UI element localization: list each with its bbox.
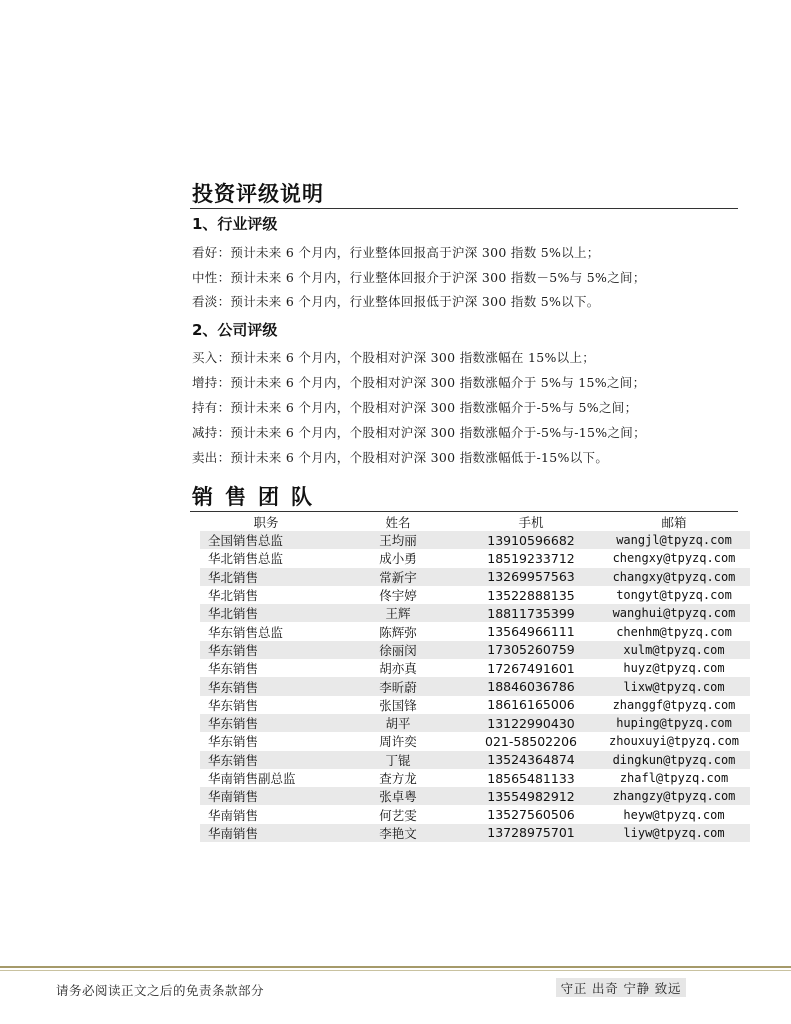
table-row [200, 824, 750, 842]
cell-phone: 13527560506 [487, 807, 575, 823]
cell-phone: 13564966111 [487, 624, 575, 640]
cell-name: 徐丽闵 [379, 642, 417, 658]
table-row [200, 769, 750, 787]
table-row [200, 677, 750, 695]
cell-email: heyw@tpyzq.com [623, 807, 725, 822]
table-row [200, 604, 750, 622]
header-position: 职务 [253, 515, 279, 530]
cell-phone: 18519233712 [487, 550, 575, 566]
cell-phone: 18846036786 [487, 679, 575, 695]
cell-name: 王均丽 [379, 533, 417, 549]
footer-disclaimer: 请务必阅读正文之后的免责条款部分 [56, 983, 265, 998]
industry-rating-line: 中性：预计未来 6 个月内，行业整体回报介于沪深 300 指数－5%与 5%之间； [192, 270, 646, 285]
cell-position: 华东销售 [208, 697, 259, 713]
sales-team-table [200, 513, 750, 842]
table-row [200, 641, 750, 659]
table-row [200, 732, 750, 750]
cell-name: 张国锋 [379, 697, 417, 713]
cell-name: 陈辉弥 [379, 624, 417, 640]
cell-email: dingkun@tpyzq.com [612, 752, 736, 767]
cell-position: 华东销售 [208, 734, 259, 750]
cell-position: 华南销售 [208, 825, 259, 841]
company-rating-heading: 2、公司评级 [192, 321, 278, 339]
table-body [200, 531, 750, 842]
cell-email: wanghui@tpyzq.com [612, 606, 736, 621]
cell-position: 华北销售总监 [208, 551, 284, 567]
table-row [200, 622, 750, 640]
table-row [200, 696, 750, 714]
cell-name: 何艺雯 [379, 807, 417, 823]
cell-email: xulm@tpyzq.com [623, 642, 725, 657]
cell-email: zhafl@tpyzq.com [619, 771, 729, 785]
cell-email: tongyt@tpyzq.com [616, 588, 732, 603]
cell-name: 王辉 [385, 606, 411, 622]
cell-name: 李昕蔚 [379, 679, 417, 695]
company-rating-line: 增持：预计未来 6 个月内，个股相对沪深 300 指数涨幅介于 5%与 15%之间； [192, 375, 646, 390]
cell-phone: 13269957563 [487, 569, 575, 585]
table-row [200, 787, 750, 805]
rating-section-title: 投资评级说明 [192, 182, 324, 206]
cell-name: 成小勇 [379, 551, 417, 567]
company-rating-line: 减持：预计未来 6 个月内，个股相对沪深 300 指数涨幅介于-5%与-15%之间； [192, 425, 646, 440]
table-header [200, 513, 750, 531]
cell-email: zhanggf@tpyzq.com [612, 697, 736, 712]
cell-position: 华北销售 [208, 606, 259, 622]
footer-rule-thin [0, 970, 791, 971]
cell-email: huping@tpyzq.com [616, 716, 732, 731]
title-divider [190, 208, 738, 209]
footer-motto: 守正 出奇 宁静 致远 [556, 978, 686, 997]
cell-phone: 021-58502206 [485, 733, 577, 749]
cell-position: 华东销售 [208, 661, 259, 677]
table-row [200, 586, 750, 604]
company-rating-line: 买入：预计未来 6 个月内，个股相对沪深 300 指数涨幅在 15%以上； [192, 350, 596, 365]
cell-phone: 13524364874 [487, 752, 575, 768]
cell-phone: 18811735399 [487, 605, 575, 621]
cell-phone: 13910596682 [487, 532, 575, 548]
table-row [200, 568, 750, 586]
cell-email: wangjl@tpyzq.com [616, 533, 732, 548]
cell-name: 周许奕 [379, 734, 417, 750]
cell-name: 胡平 [385, 716, 411, 732]
cell-name: 丁锟 [385, 752, 411, 768]
company-rating-line: 持有：预计未来 6 个月内，个股相对沪深 300 指数涨幅介于-5%与 5%之间； [192, 400, 638, 415]
cell-position: 华东销售 [208, 752, 259, 768]
footer-rule [0, 966, 791, 968]
cell-email: zhangzy@tpyzq.com [612, 789, 736, 804]
cell-phone: 18565481133 [487, 770, 575, 786]
cell-phone: 18616165006 [487, 697, 575, 713]
cell-name: 张卓粤 [379, 789, 417, 805]
cell-position: 华南销售副总监 [208, 771, 296, 786]
table-row [200, 714, 750, 732]
cell-phone: 13522888135 [487, 587, 575, 603]
sales-divider [190, 511, 738, 512]
cell-email: lixw@tpyzq.com [623, 679, 725, 694]
cell-position: 华东销售总监 [208, 624, 284, 640]
cell-name: 李艳文 [379, 825, 417, 841]
cell-position: 华南销售 [208, 789, 259, 805]
cell-email: zhouxuyi@tpyzq.com [608, 734, 740, 749]
cell-phone: 17267491601 [487, 660, 575, 676]
cell-phone: 13122990430 [487, 715, 575, 731]
industry-rating-line: 看好：预计未来 6 个月内，行业整体回报高于沪深 300 指数 5%以上； [192, 245, 600, 260]
cell-email: chenhm@tpyzq.com [616, 624, 732, 639]
cell-email: chengxy@tpyzq.com [612, 551, 736, 566]
cell-email: liyw@tpyzq.com [623, 825, 725, 840]
header-phone: 手机 [518, 515, 544, 530]
header-name: 姓名 [385, 515, 411, 530]
cell-position: 华东销售 [208, 716, 259, 732]
cell-position: 全国销售总监 [208, 533, 284, 549]
sales-team-title: 销售团队 [192, 485, 324, 509]
cell-email: changxy@tpyzq.com [612, 569, 736, 584]
industry-rating-line: 看淡：预计未来 6 个月内，行业整体回报低于沪深 300 指数 5%以下。 [192, 294, 600, 309]
table-row [200, 549, 750, 567]
cell-name: 胡亦真 [379, 661, 417, 677]
cell-position: 华北销售 [208, 588, 259, 604]
cell-position: 华北销售 [208, 569, 259, 585]
company-rating-line: 卖出：预计未来 6 个月内，个股相对沪深 300 指数涨幅低于-15%以下。 [192, 450, 609, 465]
cell-name: 佟宇婷 [379, 588, 417, 604]
table-row [200, 805, 750, 823]
cell-phone: 17305260759 [487, 642, 575, 658]
cell-position: 华南销售 [208, 807, 259, 823]
cell-phone: 13554982912 [487, 788, 575, 804]
cell-phone: 13728975701 [487, 825, 575, 841]
cell-email: huyz@tpyzq.com [623, 661, 725, 676]
header-email: 邮箱 [661, 515, 687, 530]
industry-rating-heading: 1、行业评级 [192, 215, 278, 233]
cell-position: 华东销售 [208, 679, 259, 695]
table-row [200, 659, 750, 677]
cell-name: 常新宇 [379, 569, 417, 585]
table-row [200, 531, 750, 549]
cell-name: 查方龙 [379, 771, 417, 786]
cell-position: 华东销售 [208, 642, 259, 658]
table-row [200, 751, 750, 769]
